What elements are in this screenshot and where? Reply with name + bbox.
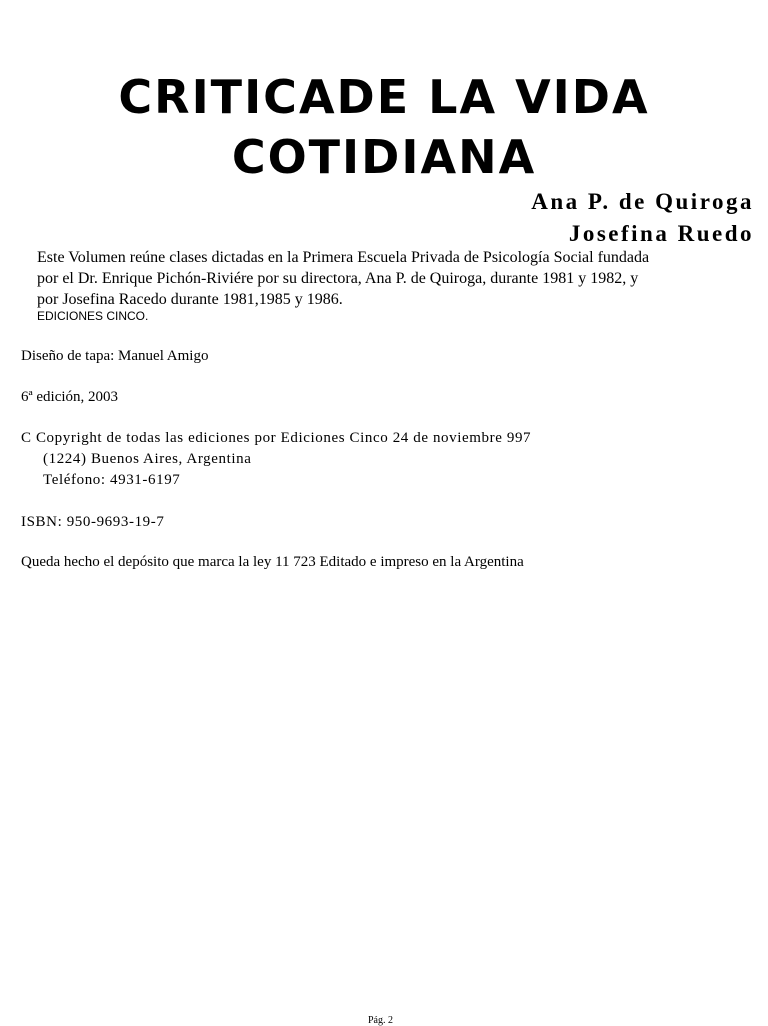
cover-design-credit: Diseño de tapa: Manuel Amigo bbox=[21, 348, 209, 364]
legal-deposit: Queda hecho el depósito que marca la ley 11 723 Editado e impreso en la Argentina bbox=[21, 554, 524, 570]
author-1: Ana P. de Quiroga bbox=[531, 189, 754, 214]
author-2: Josefina Ruedo bbox=[568, 221, 754, 246]
intro-line: por Josefina Racedo durante 1981,1985 y 1986. bbox=[37, 291, 343, 308]
copyright-line: C Copyright de todas las ediciones por Ediciones Cinco 24 de noviembre 997 bbox=[21, 430, 532, 446]
intro-line: por el Dr. Enrique Pichón-Riviére por su directora, Ana P. de Quiroga, durante 1981 y 1982, y bbox=[37, 270, 639, 287]
copyright-address: (1224) Buenos Aires, Argentina bbox=[43, 451, 252, 467]
isbn: ISBN: 950-9693-19-7 bbox=[21, 514, 165, 530]
page-footer-mark: Pág. 2 bbox=[368, 1015, 393, 1026]
edition-info: 6ª edición, 2003 bbox=[21, 389, 119, 405]
copyright-phone: Teléfono: 4931-6197 bbox=[43, 472, 181, 488]
book-title-line-1: CRITICADE LA VIDA bbox=[118, 70, 650, 124]
intro-paragraph bbox=[37, 247, 737, 310]
intro-line: Este Volumen reúne clases dictadas en la Primera Escuela Privada de Psicología Social fundada bbox=[37, 249, 650, 266]
publisher-name: EDICIONES CINCO. bbox=[37, 309, 149, 323]
book-title-line-2: COTIDIANA bbox=[231, 130, 537, 184]
